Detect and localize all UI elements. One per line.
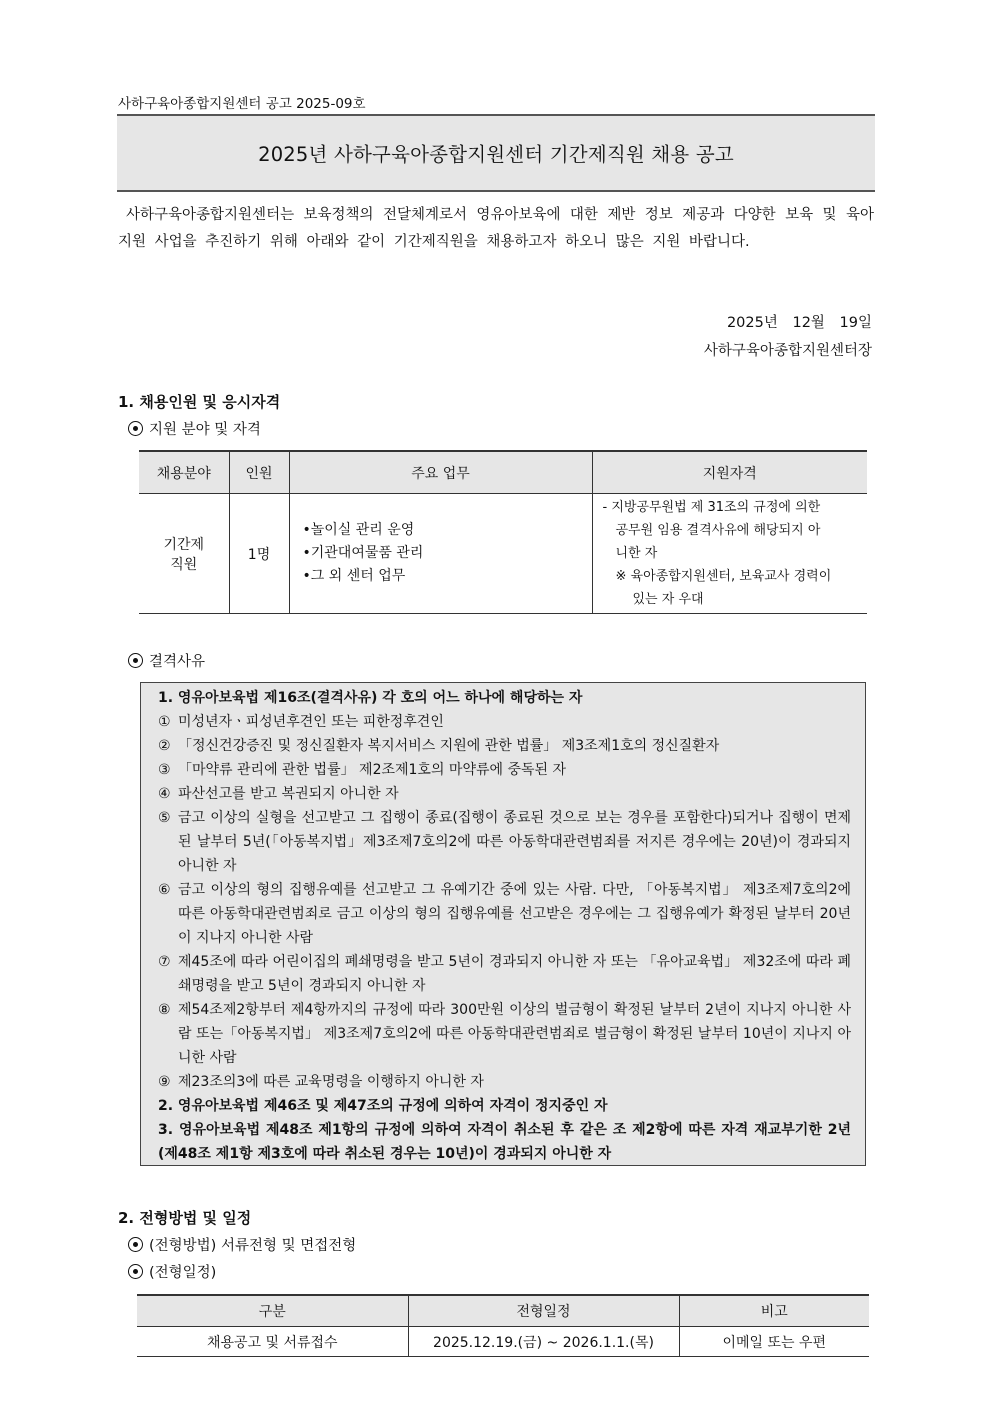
duty-item: •놀이실 관리 운영: [302, 522, 415, 538]
table-header-row: [139, 451, 867, 494]
qual-line: - 지방공무원법 제 31조의 규정에 의한: [602, 500, 821, 515]
table-cell: 2025.12.19.(금) ~ 2026.1.1.(목): [408, 1327, 679, 1357]
sub2-label: 결격사유: [149, 654, 206, 670]
disqualification-box: [140, 682, 866, 1166]
table-header: 채용분야: [139, 451, 229, 494]
count-cell: 1명: [229, 494, 289, 614]
intro-paragraph: [118, 202, 874, 256]
disq-item: [158, 950, 851, 998]
disq-item: [158, 758, 851, 782]
intro-text: 사하구육아종합지원센터는 보육정책의 전달체계로서 영유아보육에 대한 제반 정보 제공과 다양한 보육 및 육아지원 사업을 추진하기 위해 아래와 같이 기간제직원을 채용하고자 하오니 많은 지원 바랍니다.: [118, 207, 874, 250]
disq-text: 제23조의3에 따른 교육명령을 이행하지 아니한 자: [178, 1074, 484, 1090]
disq-item: [158, 998, 851, 1070]
schedule-label: (전형일정): [149, 1265, 217, 1281]
disq-text: 파산선고를 받고 복권되지 아니한 자: [178, 786, 399, 802]
disq-num: ④: [158, 786, 171, 802]
table-header-row: [137, 1295, 869, 1327]
disq-num: ⑧: [158, 1002, 171, 1018]
notice-date: 2025년 12월 19일: [726, 315, 872, 331]
table-header: 인원: [229, 451, 289, 494]
schedule-table: [137, 1294, 869, 1357]
section1-heading: 1. 채용인원 및 응시자격: [118, 393, 281, 411]
bullet-circle-icon: [128, 653, 143, 668]
field-line: 기간제: [163, 536, 205, 553]
table-header: 전형일정: [408, 1295, 679, 1327]
signer: 사하구육아종합지원센터장: [703, 343, 872, 359]
disq-text: 금고 이상의 실형을 선고받고 그 집행이 종료(집행이 종료된 것으로 보는 경우를 포함한다)되거나 집행이 면제된 날부터 5년(「아동복지법」제3조제7호의2에 따른 아동학대관련범죄를 저지른 경우에는 20년)이 경과되지 아니한 자: [178, 810, 851, 874]
disq-item: [158, 878, 851, 950]
disq-text: 제54조제2항부터 제4항까지의 규정에 따라 300만원 이상의 벌금형이 확정된 날부터 2년이 지나지 아니한 사람 또는「아동복지법」 제3조제7호의2에 따른 아동학대관련범죄로 벌금형이 확정된 날부터 10년이 지나지 아니한 사람: [178, 1002, 851, 1066]
qual-line: 니한 자: [615, 546, 658, 561]
disq-heading-3: 3. 영유아보육법 제48조 제1항의 규정에 의하여 자격이 취소된 후 같은 조 제2항에 따른 자격 재교부기한 2년(제48조 제1항 제3호에 따라 취소된 경우는 10년)이 경과되지 아니한 자: [158, 1122, 851, 1162]
duties-cell: [289, 494, 592, 614]
page-title: 2025년 사하구육아종합지원센터 기간제직원 채용 공고: [258, 143, 734, 166]
table-cell: 이메일 또는 우편: [679, 1327, 869, 1357]
table-cell: 채용공고 및 서류접수: [137, 1327, 408, 1357]
disq-text: 미성년자ㆍ피성년후견인 또는 피한정후견인: [178, 714, 444, 730]
qualification-cell: [592, 494, 867, 614]
qual-line: 있는 자 우대: [632, 592, 704, 607]
title-box: [117, 114, 875, 192]
table-header: 주요 업무: [289, 451, 592, 494]
section1-sub2: [128, 650, 205, 671]
bullet-circle-icon: [128, 1264, 143, 1279]
table-header: 구분: [137, 1295, 408, 1327]
bullet-circle-icon: [128, 421, 143, 436]
field-cell: [139, 494, 229, 614]
disq-num: ①: [158, 714, 171, 730]
table-header: 지원자격: [592, 451, 867, 494]
qualification-table: [139, 450, 867, 614]
disq-text: 「마약류 관리에 관한 법률」 제2조제1호의 마약류에 중독된 자: [178, 762, 567, 778]
duty-item: •기관대여물품 관리: [302, 545, 424, 561]
section2-heading: 2. 전형방법 및 일정: [118, 1209, 252, 1227]
qual-line: 공무원 임용 결격사유에 해당되지 아: [615, 523, 821, 538]
bullet-circle-icon: [128, 1237, 143, 1252]
disq-item: [158, 710, 851, 734]
section2-schedule: [128, 1261, 216, 1282]
disq-num: ⑦: [158, 954, 171, 970]
disq-text: 「정신건강증진 및 정신질환자 복지서비스 지원에 관한 법률」 제3조제1호의 정신질환자: [178, 738, 720, 754]
disq-item: [158, 806, 851, 878]
disq-num: ⑨: [158, 1074, 171, 1090]
field-line: 직원: [170, 556, 198, 573]
disq-item: [158, 782, 851, 806]
disq-heading-1: 1. 영유아보육법 제16조(결격사유) 각 호의 어느 하나에 해당하는 자: [158, 690, 583, 706]
disq-num: ⑥: [158, 882, 171, 898]
section1-sub1: [128, 418, 261, 439]
table-row: [139, 494, 867, 614]
disq-num: ③: [158, 762, 171, 778]
disq-num: ⑤: [158, 810, 171, 826]
duty-item: •그 외 센터 업무: [302, 568, 406, 584]
sub1-label: 지원 분야 및 자격: [149, 422, 261, 438]
table-row: [137, 1327, 869, 1357]
table-header: 비고: [679, 1295, 869, 1327]
section2-method: [128, 1234, 356, 1255]
disq-item: [158, 734, 851, 758]
disq-text: 제45조에 따라 어린이집의 폐쇄명령을 받고 5년이 경과되지 아니한 자 또는 「유아교육법」 제32조에 따라 폐쇄명령을 받고 5년이 경과되지 아니한 자: [178, 954, 851, 994]
method-label: (전형방법) 서류전형 및 면접전형: [149, 1238, 357, 1254]
disq-num: ②: [158, 738, 171, 754]
disq-heading-2: 2. 영유아보육법 제46조 및 제47조의 규정에 의하여 자격이 정지중인 자: [158, 1098, 608, 1114]
disq-item: [158, 1070, 851, 1094]
notice-number: 사하구육아종합지원센터 공고 2025-09호: [118, 96, 366, 112]
disq-text: 금고 이상의 형의 집행유예를 선고받고 그 유예기간 중에 있는 사람. 다만, 「아동복지법」 제3조제7호의2에 따른 아동학대관련범죄로 금고 이상의 형의 집행유예를 선고받은 경우에는 그 집행유예가 확정된 날부터 20년이 지나지 아니한 사람: [178, 882, 851, 946]
qual-line: ※ 육아종합지원센터, 보육교사 경력이: [615, 569, 832, 584]
